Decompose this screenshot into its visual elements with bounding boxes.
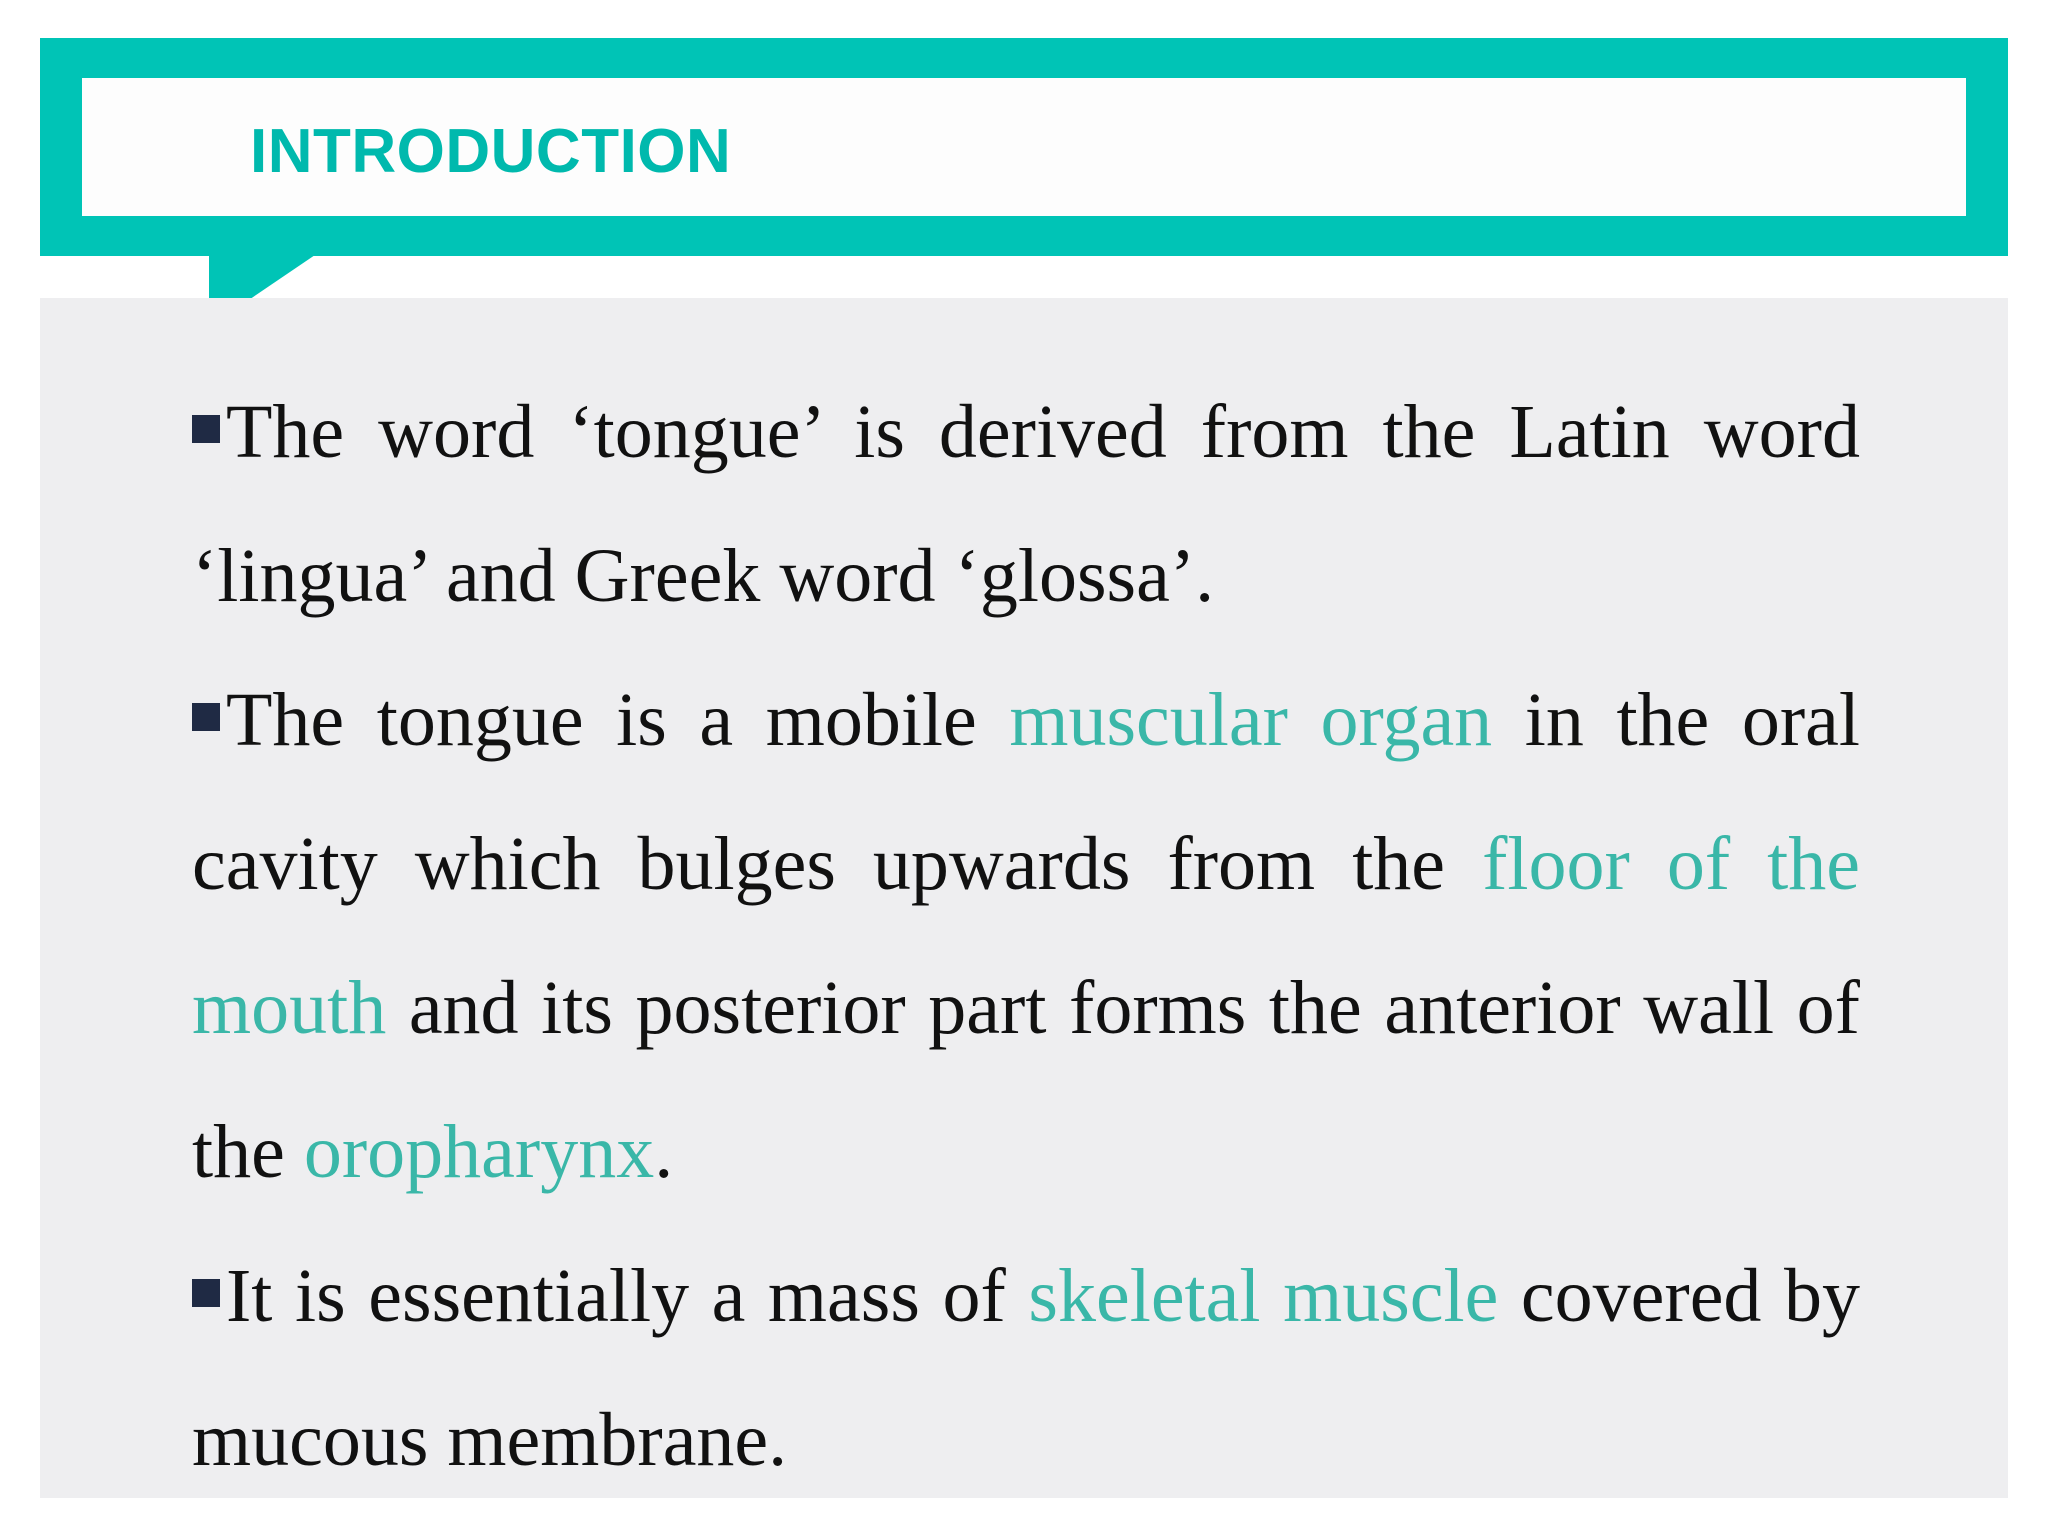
highlighted-term: floor of the mouth — [192, 822, 1860, 1050]
bullet-text: and its posterior part forms the anterior wall of the — [192, 966, 1860, 1194]
bullet-text: It is essentially a mass of — [226, 1254, 1029, 1338]
bullet-item — [192, 1224, 1860, 1512]
slide-title: INTRODUCTION — [250, 117, 732, 186]
square-bullet-icon — [192, 415, 220, 443]
highlighted-term: muscular organ — [1009, 678, 1493, 762]
square-bullet-icon — [192, 1279, 220, 1307]
bullet-text: in the oral cavity which bulges upwards from the — [192, 678, 1861, 906]
bullet-text: The word ‘tongue’ is derived from the Latin word ‘lingua’ and Greek word ‘glossa’. — [192, 390, 1860, 618]
title-box — [82, 78, 1966, 216]
bullet-text: covered by mucous membrane. — [192, 1254, 1861, 1482]
bullet-text: The tongue is a mobile — [226, 678, 1010, 762]
highlighted-term: oropharynx — [303, 1110, 655, 1194]
highlighted-term: skeletal muscle — [1028, 1254, 1499, 1338]
bullet-item — [192, 648, 1860, 1224]
square-bullet-icon — [192, 703, 220, 731]
bullet-item — [192, 360, 1860, 648]
bullet-text: . — [654, 1110, 674, 1194]
bullet-list — [192, 360, 1860, 1512]
title-banner — [40, 38, 2008, 256]
